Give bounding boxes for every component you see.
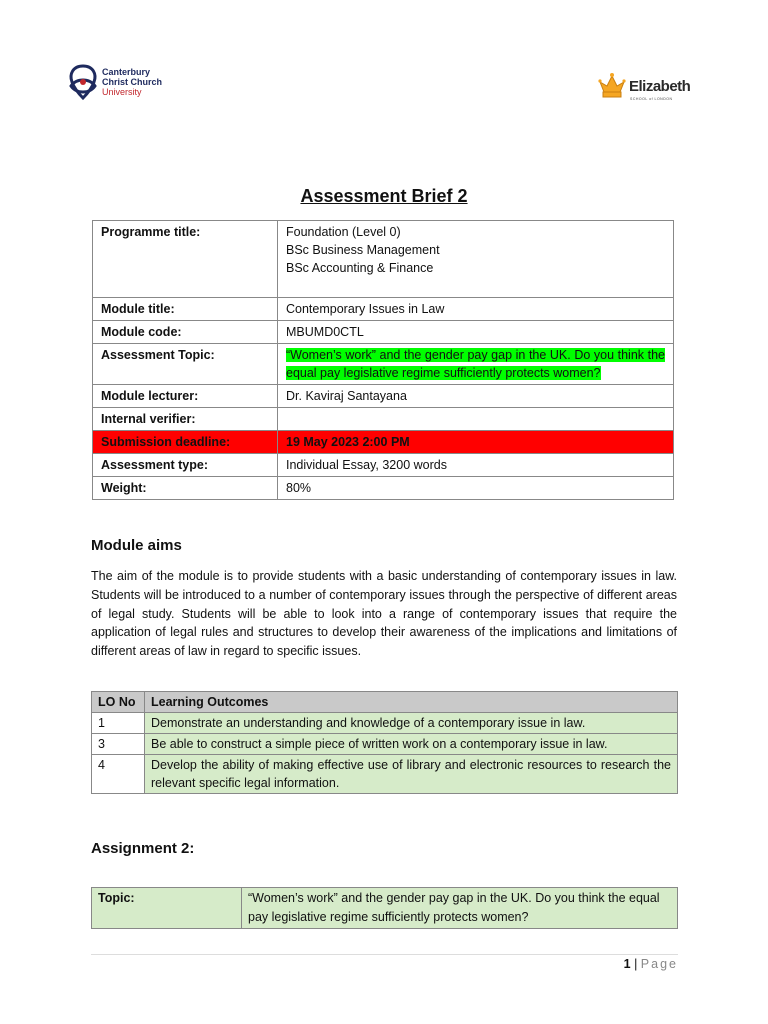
weight-value: 80%	[278, 477, 674, 500]
table-row	[93, 221, 674, 298]
table-row	[92, 755, 678, 794]
internal-verifier-label: Internal verifier:	[93, 408, 278, 431]
elizabeth-name: Elizabeth	[629, 78, 691, 95]
table-row	[93, 454, 674, 477]
footer-divider	[91, 954, 678, 955]
submission-deadline-value: 19 May 2023 2:00 PM	[278, 431, 674, 454]
table-header-row	[92, 692, 678, 713]
elizabeth-subtitle: SCHOOL of LONDON	[630, 97, 673, 101]
programme-line: Foundation (Level 0)	[286, 225, 401, 239]
assignment-topic-table	[91, 887, 678, 929]
lo-text: Develop the ability of making effective use of library and electronic resources to research the relevant specific legal information.	[145, 755, 678, 794]
learning-outcomes-table	[91, 691, 678, 794]
internal-verifier-value	[278, 408, 674, 431]
module-title-value: Contemporary Issues in Law	[278, 298, 674, 321]
page-word: Page	[640, 957, 678, 971]
learning-outcomes-header: Learning Outcomes	[145, 692, 678, 713]
elizabeth-logo	[597, 70, 691, 106]
topic-label: Topic:	[92, 888, 242, 929]
table-row	[93, 431, 674, 454]
page-separator: |	[634, 957, 638, 971]
table-row	[92, 734, 678, 755]
topic-text: “Women’s work” and the gender pay gap in the UK. Do you think the equal pay legislative regime sufficiently protects women?	[242, 888, 678, 929]
lo-text: Be able to construct a simple piece of written work on a contemporary issue in law.	[145, 734, 678, 755]
assessment-topic-text: “Women’s work” and the gender pay gap in the UK. Do you think the equal pay legislative regime sufficiently protects women?	[286, 348, 665, 380]
page-title: Assessment Brief 2	[300, 186, 468, 206]
programme-line: BSc Business Management	[286, 243, 440, 257]
table-row	[93, 408, 674, 431]
assessment-topic-value	[278, 344, 674, 385]
canterbury-logo-text	[102, 67, 162, 97]
module-aims-text: The aim of the module is to provide students with a basic understanding of contemporary issues in law. Students will be introduced to a number of contemporary issues through the perspective of different areas of legal study. Students will be able to look into a range of contemporary issues that require the application of legal rules and structures to develop their awareness of the implications and limitations of different areas of law in regard to specific issues.	[91, 569, 677, 659]
assessment-topic-label: Assessment Topic:	[93, 344, 278, 385]
canterbury-emblem-icon	[66, 62, 100, 102]
module-title-label: Module title:	[93, 298, 278, 321]
assessment-type-label: Assessment type:	[93, 454, 278, 477]
page-footer	[624, 957, 678, 971]
logo-line-1: Canterbury	[102, 67, 151, 77]
table-row	[93, 321, 674, 344]
table-row	[93, 385, 674, 408]
table-row	[93, 477, 674, 500]
programme-label: Programme title:	[93, 221, 278, 298]
logo-line-3: University	[102, 87, 142, 97]
logo-line-2: Christ Church	[102, 77, 163, 87]
programme-value	[278, 221, 674, 298]
module-code-label: Module code:	[93, 321, 278, 344]
lo-number: 1	[92, 713, 145, 734]
module-lecturer-value: Dr. Kaviraj Santayana	[278, 385, 674, 408]
crown-icon	[597, 70, 627, 102]
module-lecturer-label: Module lecturer:	[93, 385, 278, 408]
table-row	[92, 888, 678, 929]
lo-text: Demonstrate an understanding and knowledge of a contemporary issue in law.	[145, 713, 678, 734]
page-number: 1	[623, 957, 631, 971]
module-aims-heading: Module aims	[91, 537, 182, 554]
programme-line: BSc Accounting & Finance	[286, 261, 434, 275]
assignment-heading: Assignment 2:	[91, 840, 195, 857]
assessment-info-table	[92, 220, 674, 500]
weight-label: Weight:	[93, 477, 278, 500]
assessment-type-value: Individual Essay, 3200 words	[278, 454, 674, 477]
table-row	[93, 344, 674, 385]
table-row	[92, 713, 678, 734]
submission-deadline-label: Submission deadline:	[93, 431, 278, 454]
canterbury-logo	[66, 62, 176, 106]
module-code-value: MBUMD0CTL	[278, 321, 674, 344]
table-row	[93, 298, 674, 321]
lo-number: 3	[92, 734, 145, 755]
lo-number: 4	[92, 755, 145, 794]
lo-no-header: LO No	[92, 692, 145, 713]
